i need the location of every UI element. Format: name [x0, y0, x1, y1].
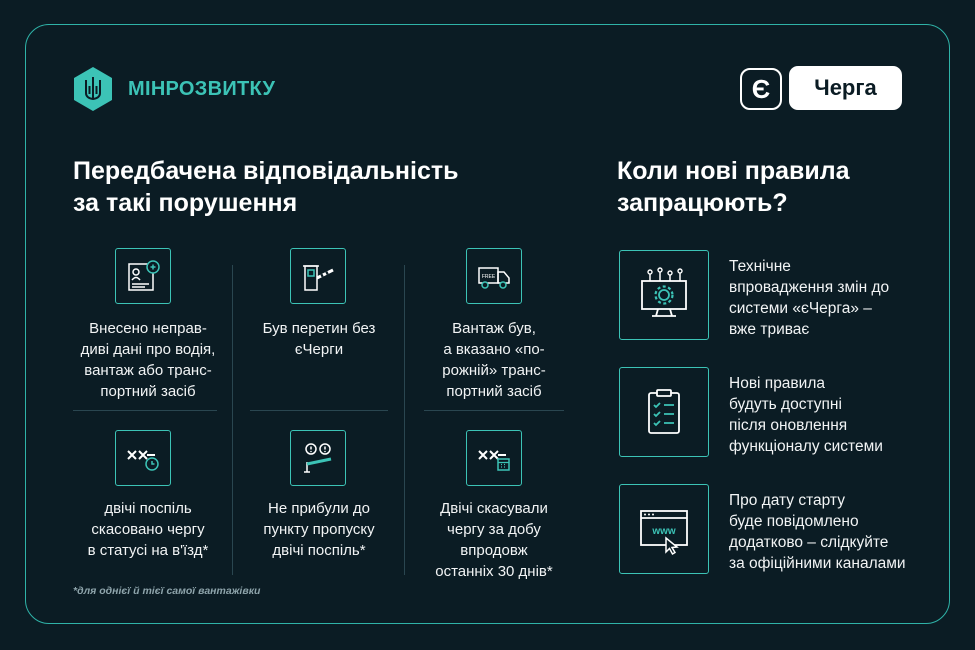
footnote: *для однієї й тієї самої вантажівки: [73, 585, 261, 597]
violation-text: Вантаж був, а вказано «по- рожній» транс- портний засіб: [442, 320, 546, 400]
double-cross-calendar-icon: [466, 430, 522, 486]
checkpoint-barrier-icon: [290, 248, 346, 304]
violation-text: Був перетин без єЧерги: [262, 320, 376, 358]
divider: [250, 410, 388, 411]
ministry-logo: [72, 66, 275, 112]
right-title: Коли нові правила запрацюють?: [617, 157, 850, 217]
violation-text: двічі поспіль скасовано чергу в статусі на в'їзд*: [87, 500, 209, 559]
violation-text: Внесено непрaв- диві дані про водія, вантаж або транс- портний засіб: [80, 320, 216, 400]
badge-letter: Є: [751, 74, 771, 104]
divider: [404, 265, 405, 575]
ministry-name: МІНРОЗВИТКУ: [128, 77, 276, 100]
svg-text:FREE: FREE: [481, 274, 496, 280]
service-name-badge: Черга: [789, 66, 902, 110]
violation-text: Двічі скасували чергу за добу впродовж останніх 30 днів*: [435, 500, 553, 580]
divider: [73, 410, 217, 411]
e-logo-badge: [740, 68, 782, 110]
svg-text:www: www: [652, 526, 676, 537]
double-cross-clock-icon: [115, 430, 171, 486]
violation-text: Не прибули до пункту пропуску двічі поспіль*: [263, 500, 375, 559]
divider: [232, 265, 233, 575]
barrier-warning-icon: [290, 430, 346, 486]
monitor-gear-icon: [619, 250, 709, 340]
timeline-text: Про дату старту буде повідомлено додатково – слідкуйте за офіційними каналами: [729, 492, 906, 572]
timeline-text: Технічне впровадження змін до системи «єЧерга» – вже триває: [729, 258, 890, 338]
free-truck-icon: [466, 248, 522, 304]
timeline-text: Нові правила будуть доступні після оновлення функціоналу системи: [729, 375, 883, 455]
trident-hexagon-icon: [72, 66, 114, 112]
browser-www-icon: [619, 484, 709, 574]
divider: [424, 410, 564, 411]
left-title: Передбачена відповідальність за такі порушення: [73, 157, 459, 217]
driver-document-icon: [115, 248, 171, 304]
clipboard-checklist-icon: [619, 367, 709, 457]
